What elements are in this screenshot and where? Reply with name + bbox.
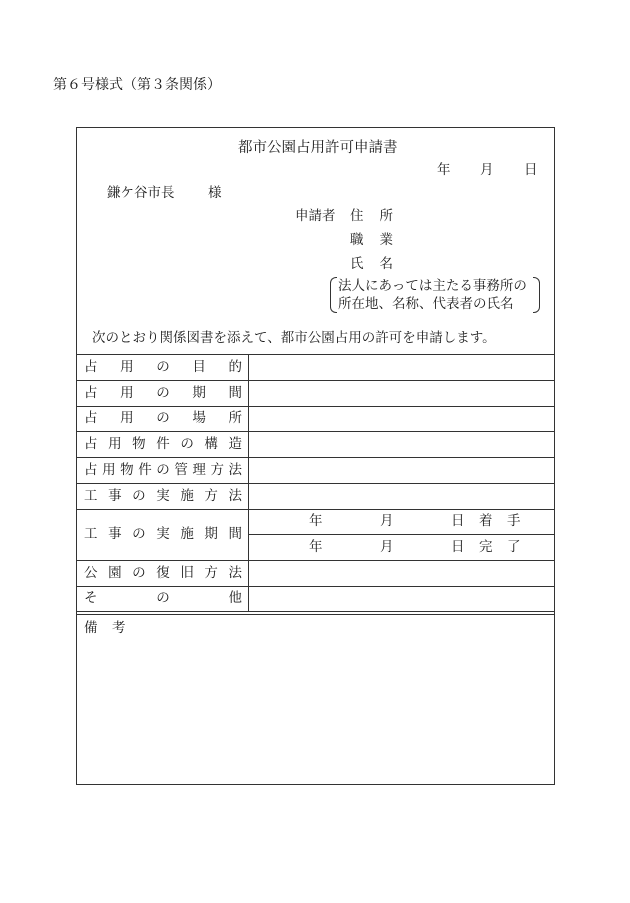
end-kanryo-1: 完 [479, 539, 493, 555]
table-bottom-border [76, 611, 555, 612]
date-day-label: 日 [524, 162, 538, 178]
row-divider [76, 483, 555, 484]
end-month-label: 月 [380, 539, 394, 555]
row-label-structure: 占 用 物 件 の 構 造 [84, 436, 242, 452]
start-chakute-2: 手 [507, 513, 521, 529]
row-label-construction-method: 工 事 の 実 施 方 法 [84, 488, 242, 504]
table-top-border [76, 354, 555, 355]
start-day-label: 日 [451, 513, 465, 529]
applicant-heading: 申請者 [295, 208, 336, 224]
applicant-address-label: 住 所 [350, 208, 393, 224]
start-year-label: 年 [309, 513, 323, 529]
end-day-label: 日 [451, 539, 465, 555]
form-title: 都市公園占用許可申請書 [238, 140, 398, 156]
table-bottom-border-double [76, 614, 555, 615]
row-label-place: 占 用 の 場 所 [84, 410, 242, 426]
corporate-note-line2: 所在地、名称、代表者の氏名 [338, 296, 514, 312]
addressee-name: 鎌ケ谷市長 [107, 185, 175, 201]
row-divider [76, 431, 555, 432]
start-month-label: 月 [380, 513, 394, 529]
corporate-note-line1: 法人にあっては主たる事務所の [338, 278, 527, 294]
remarks-label-2: 考 [112, 620, 126, 636]
application-statement: 次のとおり関係図書を添えて、都市公園占用の許可を申請します。 [92, 330, 496, 346]
form-label: 第６号様式（第３条関係） [53, 77, 221, 93]
row-divider [76, 406, 555, 407]
row-divider [76, 586, 555, 587]
note-bracket-left [330, 277, 337, 313]
row-label-management: 占 用 物 件 の 管 理 方 法 [84, 462, 242, 478]
row-divider [76, 509, 555, 510]
addressee-honorific: 様 [208, 185, 222, 201]
row-divider-sub [248, 534, 555, 535]
start-chakute-1: 着 [479, 513, 493, 529]
row-label-other: そ の 他 [84, 590, 242, 606]
row-label-period: 占 用 の 期 間 [84, 385, 242, 401]
row-divider [76, 457, 555, 458]
remarks-label-1: 備 [84, 620, 98, 636]
end-year-label: 年 [309, 539, 323, 555]
row-label-purpose: 占 用 の 目 的 [84, 359, 242, 375]
note-bracket-right [533, 277, 540, 313]
end-kanryo-2: 了 [507, 539, 521, 555]
application-form [76, 127, 555, 785]
row-divider [76, 560, 555, 561]
applicant-name-label: 氏 名 [350, 256, 393, 272]
column-divider [248, 354, 249, 611]
date-year-label: 年 [437, 162, 451, 178]
row-divider [76, 380, 555, 381]
applicant-occupation-label: 職 業 [350, 232, 393, 248]
row-label-restoration: 公 園 の 復 旧 方 法 [84, 565, 242, 581]
date-month-label: 月 [480, 162, 494, 178]
row-label-construction-period: 工 事 の 実 施 期 間 [84, 526, 242, 542]
